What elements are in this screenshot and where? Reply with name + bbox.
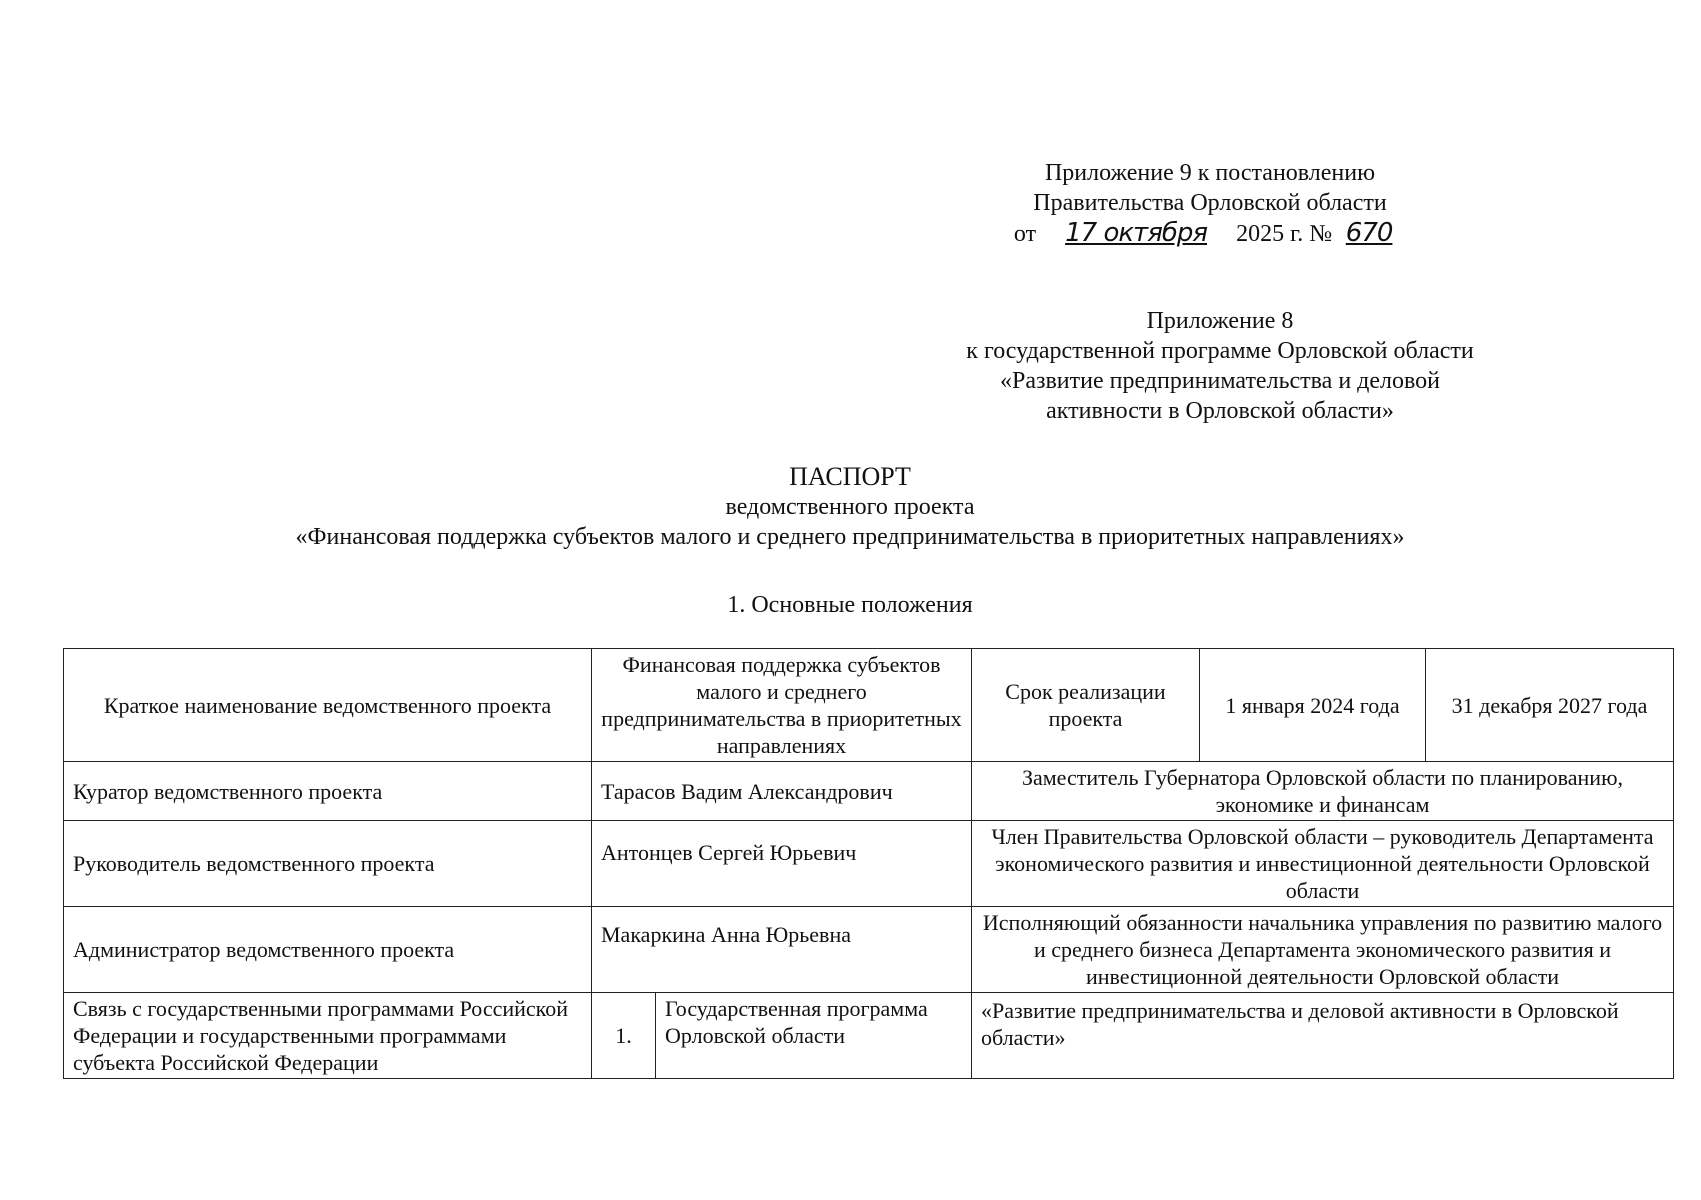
handwritten-number: 670	[1345, 218, 1393, 248]
cell-short-name-value: Финансовая поддержка субъектов малого и среднего предпринимательства в приоритетных направлениях	[592, 649, 972, 762]
cell-program-name: «Развитие предпринимательства и деловой активности в Орловской области»	[972, 993, 1674, 1079]
annex8-line3: «Развитие предпринимательства и деловой	[999, 368, 1441, 394]
cell-program-type: Государственная программа Орловской области	[656, 993, 972, 1079]
cell-head-label: Руководитель ведомственного проекта	[64, 821, 592, 907]
annex9-line1: Приложение 9 к постановлению	[1044, 160, 1376, 186]
annex8-line2: к государственной программе Орловской области	[966, 338, 1474, 364]
cell-programs-num: 1.	[592, 993, 656, 1079]
table-row-programs	[64, 993, 1674, 1079]
cell-programs-label: Связь с государственными программами Российской Федерации и государственными программами субъекта Российской Федерации	[64, 993, 592, 1079]
year-label: 2025 г. №	[1236, 221, 1333, 247]
annex8-header	[900, 306, 1540, 426]
cell-head-name: Антонцев Сергей Юрьевич	[592, 821, 972, 907]
section-title: 1. Основные положения	[727, 592, 973, 618]
project-name: «Финансовая поддержка субъектов малого и среднего предпринимательства в приоритетных направлениях»	[295, 524, 1405, 550]
handwritten-date: 17 октября	[1065, 218, 1208, 248]
cell-curator-position: Заместитель Губернатора Орловской области по планированию, экономике и финансам	[972, 762, 1674, 821]
passport-subtitle: ведомственного проекта	[725, 494, 975, 520]
passport-heading	[150, 462, 1550, 552]
annex9-line2: Правительства Орловской области	[1033, 190, 1387, 216]
cell-curator-label: Куратор ведомственного проекта	[64, 762, 592, 821]
annex8-line4: активности в Орловской области»	[1046, 398, 1394, 424]
cell-admin-label: Администратор ведомственного проекта	[64, 907, 592, 993]
table-row-short-name	[64, 649, 1674, 762]
annex8-line1: Приложение 8	[1146, 308, 1294, 334]
cell-term-start: 1 января 2024 года	[1200, 649, 1426, 762]
table-row-administrator	[64, 907, 1674, 993]
annex9-date-line	[930, 218, 1490, 249]
from-label: от	[1013, 221, 1037, 247]
main-provisions-table	[63, 648, 1674, 1079]
cell-term-end: 31 декабря 2027 года	[1426, 649, 1674, 762]
table-row-curator	[64, 762, 1674, 821]
passport-title: ПАСПОРТ	[789, 462, 911, 491]
cell-term-label: Срок реализации проекта	[972, 649, 1200, 762]
cell-head-position: Член Правительства Орловской области – руководитель Департамента экономического развития и инвестиционной деятельности Орловской области	[972, 821, 1674, 907]
cell-admin-name: Макаркина Анна Юрьевна	[592, 907, 972, 993]
table-row-head	[64, 821, 1674, 907]
cell-short-name-label: Краткое наименование ведомственного проекта	[64, 649, 592, 762]
cell-curator-name: Тарасов Вадим Александрович	[592, 762, 972, 821]
cell-admin-position: Исполняющий обязанности начальника управления по развитию малого и среднего бизнеса Департамента экономического развития и инвестиционной деятельности Орловской области	[972, 907, 1674, 993]
annex9-header	[930, 158, 1490, 249]
